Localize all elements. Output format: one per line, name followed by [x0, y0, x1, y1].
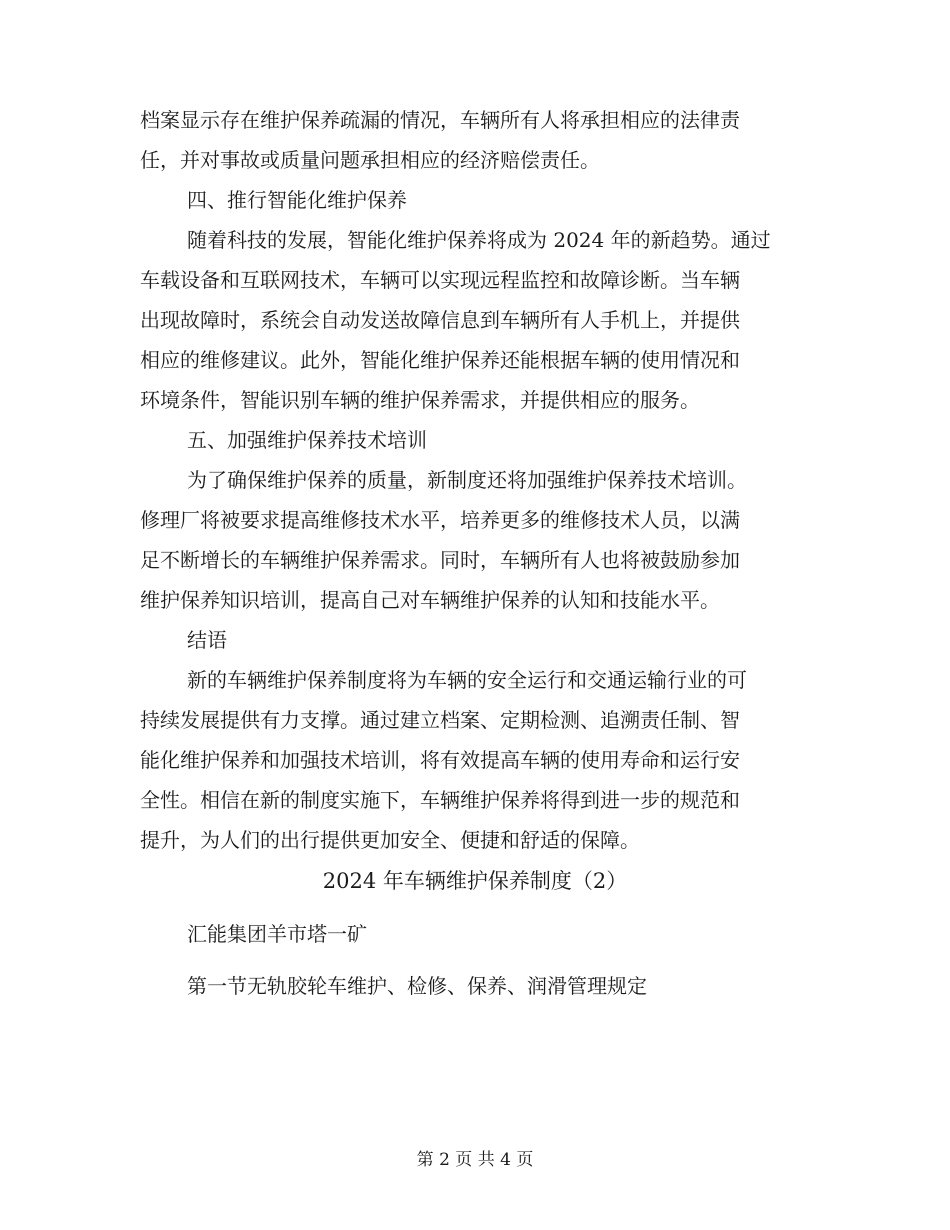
paragraph-line: 出现故障时，系统会自动发送故障信息到车辆所有人手机上，并提供	[140, 308, 740, 332]
paragraph-line: 环境条件，智能识别车辆的维护保养需求，并提供相应的服务。	[140, 388, 700, 412]
paragraph-line: 新的车辆维护保养制度将为车辆的安全运行和交通运输行业的可	[187, 668, 747, 692]
conclusion-heading: 结语	[187, 628, 227, 652]
paragraph-line: 为了确保维护保养的质量，新制度还将加强维护保养技术培训。	[187, 468, 747, 492]
paragraph-line: 修理厂将被要求提高维修技术水平，培养更多的维修技术人员，以满	[140, 508, 740, 532]
section-heading-5: 五、加强维护保养技术培训	[187, 428, 427, 452]
paragraph-line: 维护保养知识培训，提高自己对车辆维护保养的认知和技能水平。	[140, 588, 720, 612]
paragraph-line: 能化维护保养和加强技术培训，将有效提高车辆的使用寿命和运行安	[140, 748, 740, 772]
paragraph-line: 相应的维修建议。此外，智能化维护保养还能根据车辆的使用情况和	[140, 348, 740, 372]
section-heading-4: 四、推行智能化维护保养	[187, 188, 407, 212]
document-title: 2024 年车辆维护保养制度（2）	[322, 869, 628, 893]
paragraph-line: 提升，为人们的出行提供更加安全、便捷和舒适的保障。	[140, 828, 640, 852]
spacer	[140, 954, 810, 966]
spacer	[140, 902, 810, 914]
paragraph-line: 足不断增长的车辆维护保养需求。同时，车辆所有人也将被鼓励参加	[140, 548, 740, 572]
paragraph-line: 全性。相信在新的制度实施下，车辆维护保养将得到进一步的规范和	[140, 788, 740, 812]
page-number-footer: 第 2 页 共 4 页	[416, 1150, 534, 1170]
section-title: 第一节无轨胶轮车维护、检修、保养、润滑管理规定	[187, 974, 647, 998]
document-page	[140, 100, 810, 1006]
paragraph-line: 任，并对事故或质量问题承担相应的经济赔偿责任。	[140, 148, 600, 172]
paragraph-line: 档案显示存在维护保养疏漏的情况，车辆所有人将承担相应的法律责	[140, 108, 740, 132]
paragraph-line: 随着科技的发展，智能化维护保养将成为 2024 年的新趋势。通过	[187, 228, 771, 252]
paragraph-line: 持续发展提供有力支撑。通过建立档案、定期检测、追溯责任制、智	[140, 708, 740, 732]
paragraph-line: 车载设备和互联网技术，车辆可以实现远程监控和故障诊断。当车辆	[140, 268, 740, 292]
organization-line: 汇能集团羊市塔一矿	[187, 922, 367, 946]
